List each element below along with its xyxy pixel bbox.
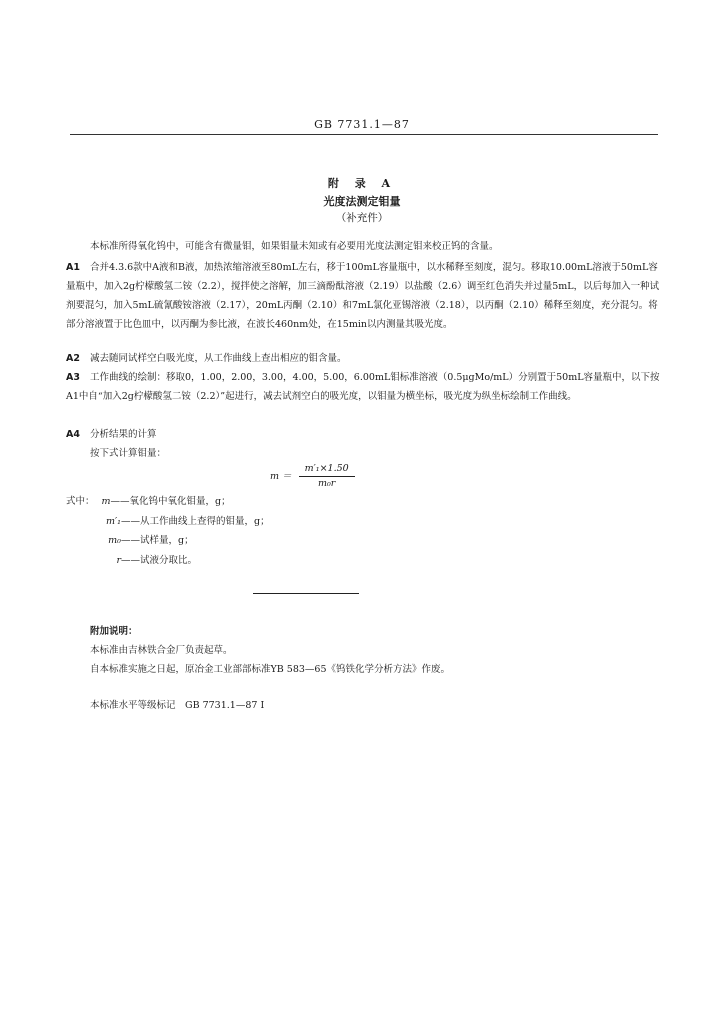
- formula-definitions: [66, 492, 270, 570]
- definition-row: [66, 512, 270, 532]
- level-mark-footer: 本标准水平等级标记 GB 7731.1—87 Ⅰ: [90, 700, 265, 711]
- section-divider: [253, 593, 359, 594]
- formula-denominator: m₀r: [317, 478, 336, 489]
- molybdenum-formula: [270, 462, 355, 491]
- definition-row: [66, 531, 270, 551]
- formula-lhs: m: [270, 471, 280, 482]
- definition-symbol: r: [116, 554, 121, 566]
- definition-symbol: m′₁: [106, 515, 121, 527]
- section-a4-subtext: 按下式计算钼量：: [90, 448, 167, 459]
- section-a1: [66, 258, 666, 334]
- additional-notes: [90, 622, 450, 679]
- formula-numerator: m′₁×1.50: [299, 462, 355, 477]
- standard-code-header: GB 7731.1—87: [314, 118, 410, 131]
- section-a1-label: A1: [66, 262, 80, 273]
- section-a4-text: 分析结果的计算: [90, 429, 157, 440]
- definition-row: [66, 551, 270, 571]
- definition-row: [66, 492, 270, 512]
- section-a3: [66, 368, 666, 406]
- definitions-prefix: 式中：: [66, 496, 95, 507]
- header-rule: [70, 134, 658, 135]
- section-a3-text: 工作曲线的绘制：移取0，1.00，2.00，3.00，4.00，5.00，6.00mL钼标准溶液（0.5μgMo/mL）分别置于50mL容量瓶中，以下按A1中自“加入2g柠檬酸氢二铵（2.2）”起进行，减去试剂空白的吸光度，以钼量为横坐标，吸光度为纵坐标绘制工作曲线。: [66, 372, 660, 402]
- formula-equals: ＝: [282, 471, 292, 482]
- section-a3-label: A3: [66, 372, 80, 383]
- section-a2-label: A2: [66, 353, 80, 364]
- definition-text: ——从工作曲线上查得的钼量，g；: [121, 515, 270, 527]
- appendix-name: 光度法测定钼量: [323, 195, 401, 208]
- section-a4-label: A4: [66, 429, 80, 440]
- notes-title: 附加说明：: [90, 626, 138, 637]
- section-a4: [66, 425, 666, 444]
- appendix-kind: （补充件）: [335, 212, 389, 224]
- notes-line: 本标准由吉林铁合金厂负责起草。: [90, 645, 233, 656]
- definition-text: ——氧化钨中氧化钼量，g；: [110, 496, 231, 507]
- section-a2: [66, 349, 666, 368]
- formula-fraction: [299, 462, 355, 491]
- definition-text: ——试液分取比。: [121, 554, 198, 566]
- definition-text: ——试样量，g；: [121, 535, 194, 546]
- section-a1-text: 合并4.3.6款中A液和B液，加热浓缩溶液至80mL左右，移于100mL容量瓶中，以水稀释至刻度，混匀。移取10.00mL溶液于50mL容量瓶中，加入2g柠檬酸氢二铵（2.2），搅拌使之溶解，加三滴酚酞溶液（2.19）以盐酸（2.6）调至红色消失并过量5mL，以后每加入一种试剂要混匀，加入5mL硫氰酸铵溶液（2.17），20mL丙酮（2.10）和7mL氯化亚锡溶液（2.18），以丙酮（2.10）稀释至刻度，充分混匀。将部分溶液置于比色皿中，以丙酮为参比液，在波长460nm处，在15min以内测量其吸光度。: [66, 262, 660, 330]
- definition-symbol: m: [101, 496, 111, 507]
- section-a2-text: 减去随同试样空白吸光度，从工作曲线上查出相应的钼含量。: [90, 353, 347, 364]
- definition-symbol: m₀: [108, 535, 121, 546]
- notes-line: 自本标准实施之日起，原冶金工业部部标准YB 583—65《钨铁化学分析方法》作废。: [90, 664, 450, 675]
- appendix-title: 附 录 A: [327, 177, 397, 190]
- intro-paragraph: 本标准所得氧化钨中，可能含有微量钼，如果钼量未知或有必要用光度法测定钼来校正钨的含量。: [90, 241, 499, 252]
